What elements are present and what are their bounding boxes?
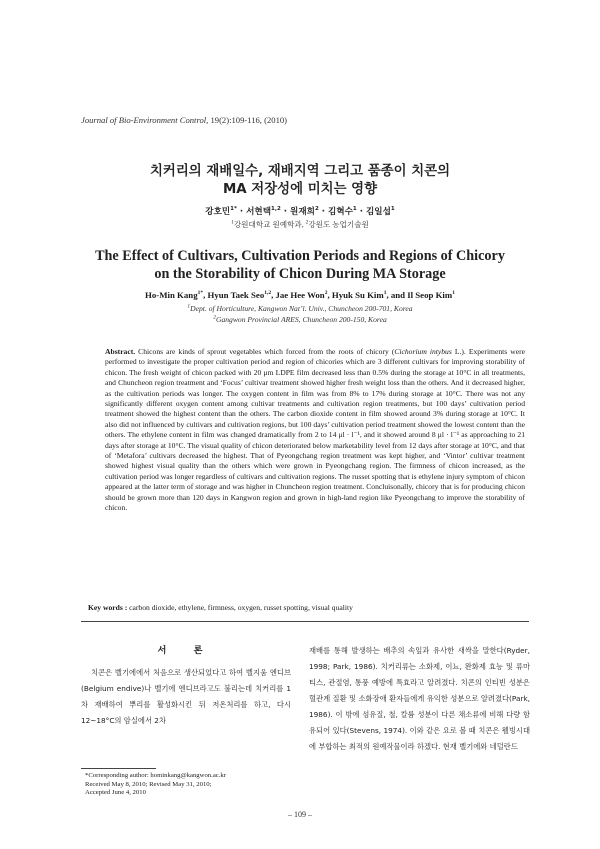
ko-author-4: 김혁수$^1$ · [328, 206, 366, 217]
english-authors [60, 290, 540, 300]
footnote-divider [81, 768, 156, 769]
journal-year: (2010) [264, 115, 288, 125]
en-author-2: Hyun Taek Seo$^{1,2}$, [207, 290, 276, 300]
introduction-heading: 서 론 [157, 645, 215, 656]
korean-title-line-2: MA 저장성에 미치는 영향 [222, 182, 378, 197]
abstract-text-1: Chicons are kinds of sprout vegetables which forced from the roots of chicory ( [135, 347, 395, 356]
abstract-text-2: L.). Experiments were performed to investigate the proper cultivation period and region of chicories which are 3 different cultivars for improving storability of chicon. The fresh weight of chicon packed with 20 μm LDPE film decreased less than 0.5% during the storage at 10°C in all treatments, and Chuncheon region treatment and ‘Focus’ cultivar treatment showed higher fresh weight loss than the others. And it decreased higher, as the cultivation periods was longer. The oxygen content in film was from 8% to 17% during storage at 10°C. There was not any significantly different oxygen content among cultivar treatments and cultivation region treatments, but 100 days’ cultivation period treatment showed the highest content than the others. The carbon dioxide content in film showed around 3% during storage at 10°C. It also did not influenced by cultivars and cultivation regions, but 100 days’ cultivation period treatment showed the lowest content than the others. The ethylene content in film was changed dramatically from 2 to 14 μl · l⁻¹, and it showed around 8 μl · l⁻¹ as approaching to 21 days after storage at 10°C. The visual quality of chicon deteriorated below marketability level from 12 days after storage at 10°C, and that of ‘Metafora’ cultivars decreased the highest. That of Pyeongchang region treatment was kept higher, and ‘Vintor’ cultivar treatment showed highest visual quality than the others which were grown in Pyeongchang region. The firmness of chicon increased, as the cultivation period was longer regardless of cultivars and cultivation regions. The russet spotting that is ethylene injury symptom of chicon appeared at the latter term of storage and was higher in Chuncheon region treatment. Concluisonally, chicory that is for producing chicon should be grown more than 120 days in Kangwon region and grown in high-land region like Pyeongchang to improve the storability of chicon. [105, 347, 525, 513]
abstract-scientific-name: Cichorium intybus [394, 347, 452, 356]
abstract [105, 347, 525, 514]
en-author-1: Ho-Min Kang$^{1*}$, [145, 290, 208, 300]
footnote-received: Received May 8, 2010; Revised May 31, 2010; [85, 780, 212, 788]
introduction-right-column [309, 643, 530, 755]
en-author-5: Il Seop Kim$^1$ [407, 290, 455, 300]
footnote-accepted: Accepted June 4, 2010 [85, 789, 146, 797]
english-title-line-2: on the Storability of Chicon During MA Storage [154, 266, 446, 282]
keywords-label: Key words : [88, 603, 128, 612]
korean-title-line-1: 치커리의 재배일수, 재배지역 그리고 품종이 치콘의 [149, 164, 451, 179]
ko-author-2: 서현택$^{1,2}$ · [246, 206, 291, 217]
footnote [85, 772, 295, 798]
footnote-corresponding: *Corresponding author: hominkang@kangwon.ac.kr [85, 772, 226, 779]
journal-citation [81, 115, 287, 125]
section-divider [81, 621, 529, 622]
keywords-text: carbon dioxide, ethylene, firmness, oxygen, russet spotting, visual quality [127, 603, 353, 612]
intro-right-text: 재배를 통해 발생하는 배추의 속잎과 유사한 새싹을 말한다(Ryder, 1998; Park, 1986). 치커리류는 소화제, 이뇨, 완화제 효능 및 류마티스, 관절염, 통풍 예방에 특효라고 알려졌다. 치콘의 인티빈 성분은 혈관계 질환 및 소화장애 환자들에게 유익한 성분으로 알려졌다(Park, 1986). 이 밖에 섬유질, 철, 칼륨 성분이 다른 채소류에 비해 다량 함유되어 있다(Stevens, 1974). 이와 같은 요로 볼 때 치콘은 웰빙시대에 부합하는 최적의 원예작물이라 하겠다. 현재 벨기에와 네덜란드 [309, 646, 530, 751]
ko-author-5: 김일섭$^1$ [366, 206, 395, 217]
intro-left-text: 치콘은 벨기에에서 처음으로 생산되었다고 하여 벨지움 엔디브(Belgium endive)나 벨기에 엔디브라고도 불리는데 치커리를 1차 재배하여 뿌리를 활성화시킨 뒤 저온처리를 하고, 다시 12~18°C의 암실에서 2차 [81, 668, 291, 725]
english-affiliation-2: $^2$Gangwon Provincial ARES, Chuncheon 200-150, Korea [213, 314, 387, 324]
abstract-label: Abstract. [105, 347, 136, 356]
ko-author-3: 원재희$^2$ · [290, 206, 329, 217]
journal-volume: 19(2):109-116, [210, 115, 262, 125]
keywords [88, 603, 528, 612]
introduction-left-column [81, 665, 291, 729]
korean-authors [60, 205, 540, 217]
ko-author-1: 강호민$^{1*}$ · [205, 206, 247, 217]
korean-affiliations: $^1$강원대학교 원예학과, $^2$강원도 농업기술원 [231, 219, 369, 229]
english-affiliation-1: $^1$Dept. of Horticulture, Kangwon Nat’l. Univ., Chuncheon 200-701, Korea [187, 303, 413, 313]
en-author-3: Jae Hee Won$^2$, [275, 290, 332, 300]
page-number: – 109 – [288, 810, 312, 819]
english-title-line-1: The Effect of Cultivars, Cultivation Periods and Regions of Chicory [95, 248, 505, 264]
en-author-4: Hyuk Su Kim$^1$, and [331, 290, 408, 300]
journal-name: Journal of Bio-Environment Control, [81, 115, 209, 125]
